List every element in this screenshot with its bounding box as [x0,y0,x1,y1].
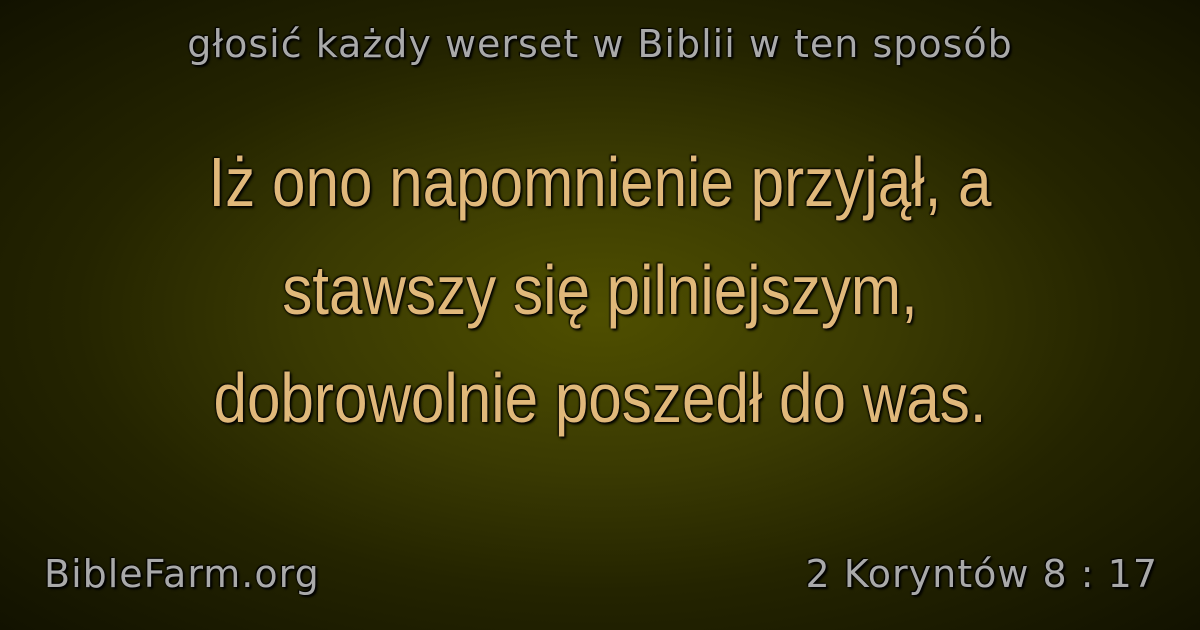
site-name-label: BibleFarm.org [44,552,320,596]
verse-text-block [0,128,1200,452]
verse-line-2: stawszy się pilniejszym, [282,251,918,329]
verse-line-1: Iż ono napomnienie przyjął, a [208,143,992,221]
verse-line-3: dobrowolnie poszedł do was. [213,359,987,437]
tagline-header: głosić każdy werset w Biblii w ten sposób [187,22,1013,66]
verse-reference-label: 2 Koryntów 8 : 17 [805,552,1158,596]
